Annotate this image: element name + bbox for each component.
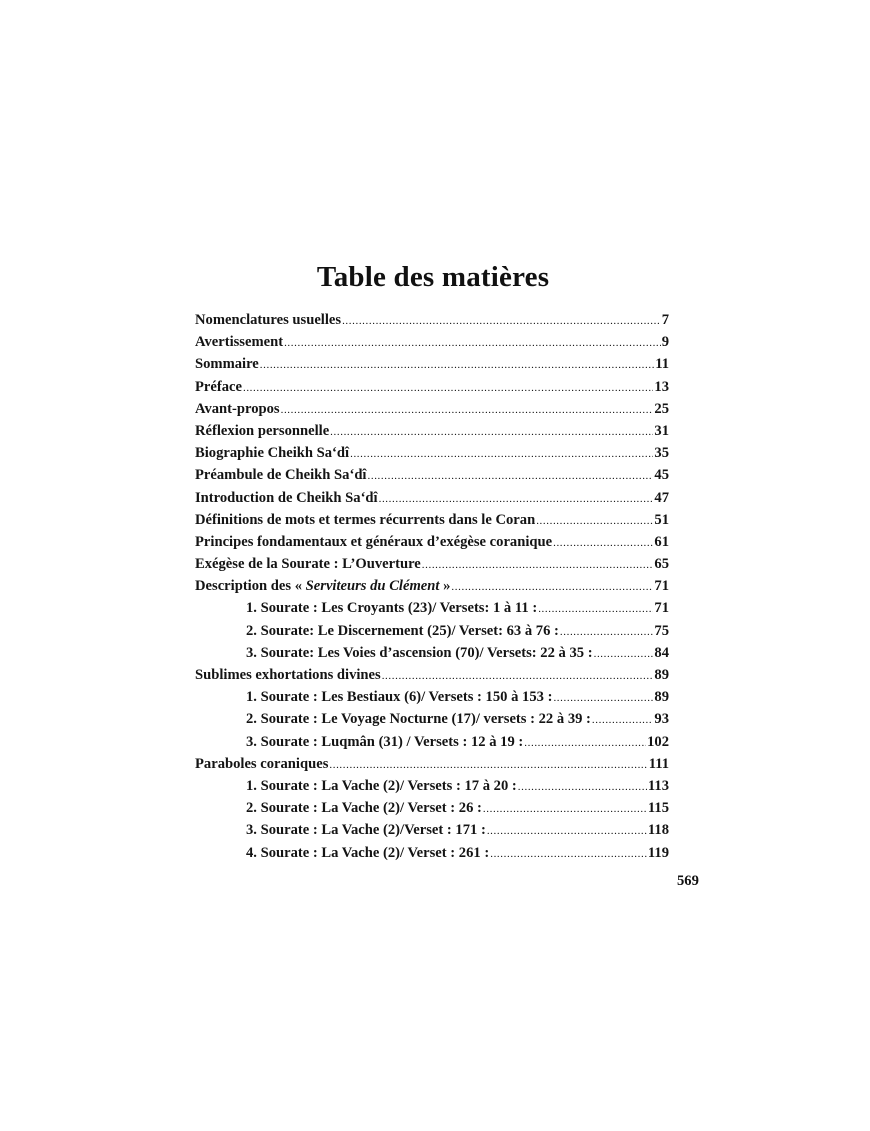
toc-entry-page: 31 bbox=[654, 422, 669, 439]
toc-entry-sommaire[interactable] bbox=[195, 353, 669, 375]
toc-entry-label: Préambule de Cheikh Sa‘dî bbox=[195, 467, 367, 484]
toc-entry-label-italic: Serviteurs du Clément bbox=[305, 578, 440, 595]
toc-entry-page: 93 bbox=[654, 711, 669, 728]
toc-entry-preambule[interactable] bbox=[195, 464, 669, 486]
toc-subentry-vache-261[interactable] bbox=[195, 842, 669, 864]
toc-entry-label: Biographie Cheikh Sa‘dî bbox=[195, 445, 350, 462]
toc-subentry-vache-17-20[interactable] bbox=[195, 775, 669, 797]
toc-entry-principes[interactable] bbox=[195, 531, 669, 553]
toc-entry-sublimes-exhortations[interactable] bbox=[195, 664, 669, 686]
toc-entry-label: 2. Sourate : La Vache (2)/ Verset : 26 : bbox=[246, 800, 482, 817]
toc-entry-label: 1. Sourate : Les Croyants (23)/ Versets: 1 à 11 : bbox=[246, 600, 538, 617]
toc-entry-page: 115 bbox=[647, 800, 669, 817]
dot-leader bbox=[379, 488, 654, 509]
toc-entry-preface[interactable] bbox=[195, 376, 669, 398]
dot-leader bbox=[483, 798, 647, 819]
dot-leader bbox=[451, 576, 653, 597]
toc-entry-label: 3. Sourate: Les Voies d’ascension (70)/ Versets: 22 à 35 : bbox=[246, 644, 593, 661]
toc-entry-label: Préface bbox=[195, 378, 242, 395]
dot-leader bbox=[350, 443, 653, 464]
dot-leader bbox=[553, 532, 653, 553]
dot-leader bbox=[382, 665, 654, 686]
toc-entry-page: 71 bbox=[654, 600, 669, 617]
toc-entry-introduction[interactable] bbox=[195, 487, 669, 509]
toc-entry-label-prefix: Description des « bbox=[195, 578, 306, 595]
toc-entry-page: 65 bbox=[654, 556, 669, 573]
dot-leader bbox=[487, 820, 647, 841]
dot-leader bbox=[281, 399, 654, 420]
toc-entry-exegese-ouverture[interactable] bbox=[195, 553, 669, 575]
dot-leader bbox=[260, 354, 654, 375]
toc-entry-label: Sommaire bbox=[195, 356, 259, 373]
toc-entry-page: 11 bbox=[655, 356, 669, 373]
toc-entry-biographie[interactable] bbox=[195, 442, 669, 464]
dot-leader bbox=[329, 754, 647, 775]
toc-entry-label: 1. Sourate : La Vache (2)/ Versets : 17 à 20 : bbox=[246, 777, 517, 794]
dot-leader bbox=[536, 510, 653, 531]
toc-entry-page: 89 bbox=[654, 689, 669, 706]
toc-entry-nomenclatures[interactable] bbox=[195, 309, 669, 331]
toc-entry-page: 89 bbox=[654, 667, 669, 683]
toc-entry-label-suffix: » bbox=[439, 578, 451, 595]
toc-entry-page: 47 bbox=[654, 489, 669, 506]
toc-entry-page: 111 bbox=[648, 755, 669, 772]
dot-leader bbox=[490, 843, 647, 864]
toc-entry-label bbox=[195, 575, 450, 597]
toc-entry-page: 84 bbox=[654, 644, 669, 661]
table-of-contents bbox=[195, 309, 669, 864]
toc-entry-label: 4. Sourate : La Vache (2)/ Verset : 261 : bbox=[246, 844, 490, 861]
toc-entry-definitions[interactable] bbox=[195, 509, 669, 531]
toc-entry-page: 71 bbox=[654, 578, 669, 595]
toc-entry-label: Avant-propos bbox=[195, 400, 280, 417]
toc-entry-description-serviteurs[interactable] bbox=[195, 575, 669, 597]
toc-entry-page: 7 bbox=[661, 312, 669, 328]
page-title: Table des matières bbox=[316, 261, 550, 294]
dot-leader bbox=[342, 310, 661, 331]
toc-subentry-luqman[interactable] bbox=[195, 731, 669, 753]
dot-leader bbox=[243, 377, 653, 398]
toc-subentry-voyage-nocturne[interactable] bbox=[195, 708, 669, 730]
dot-leader bbox=[524, 732, 646, 753]
dot-leader bbox=[592, 709, 653, 730]
toc-entry-label: Réflexion personnelle bbox=[195, 422, 330, 439]
toc-entry-avertissement[interactable] bbox=[195, 331, 669, 353]
toc-entry-page: 61 bbox=[654, 533, 669, 550]
toc-entry-label: Exégèse de la Sourate : L’Ouverture bbox=[195, 556, 421, 573]
toc-entry-avant-propos[interactable] bbox=[195, 398, 669, 420]
dot-leader bbox=[553, 687, 653, 708]
toc-entry-page: 118 bbox=[647, 822, 669, 839]
toc-subentry-vache-26[interactable] bbox=[195, 797, 669, 819]
toc-subentry-voies-ascension[interactable] bbox=[195, 642, 669, 664]
toc-subentry-discernement[interactable] bbox=[195, 620, 669, 642]
toc-entry-label: 2. Sourate : Le Voyage Nocturne (17)/ versets : 22 à 39 : bbox=[246, 711, 591, 728]
toc-entry-page: 13 bbox=[654, 378, 669, 395]
dot-leader bbox=[368, 465, 654, 486]
toc-entry-reflexion[interactable] bbox=[195, 420, 669, 442]
toc-entry-label: Nomenclatures usuelles bbox=[195, 312, 342, 328]
toc-entry-label: 3. Sourate : Luqmân (31) / Versets : 12 à 19 : bbox=[246, 733, 524, 750]
toc-entry-page: 9 bbox=[661, 334, 669, 351]
toc-subentry-bestiaux[interactable] bbox=[195, 686, 669, 708]
dot-leader bbox=[422, 554, 654, 575]
dot-leader bbox=[538, 598, 653, 619]
toc-entry-label: Introduction de Cheikh Sa‘dî bbox=[195, 489, 378, 506]
dot-leader bbox=[560, 621, 654, 642]
toc-subentry-croyants[interactable] bbox=[195, 597, 669, 619]
toc-entry-page: 75 bbox=[654, 622, 669, 639]
dot-leader bbox=[518, 776, 647, 797]
toc-entry-label: Avertissement bbox=[195, 334, 284, 351]
toc-entry-page: 102 bbox=[647, 733, 669, 750]
toc-entry-label: Paraboles coraniques bbox=[195, 755, 329, 772]
toc-entry-page: 113 bbox=[647, 777, 669, 794]
toc-entry-paraboles[interactable] bbox=[195, 753, 669, 775]
toc-entry-label: Définitions de mots et termes récurrents dans le Coran bbox=[195, 511, 536, 528]
dot-leader bbox=[284, 332, 661, 353]
toc-entry-label: Sublimes exhortations divines bbox=[195, 667, 381, 683]
toc-entry-label: 3. Sourate : La Vache (2)/Verset : 171 : bbox=[246, 822, 486, 839]
toc-entry-page: 51 bbox=[654, 511, 669, 528]
toc-entry-page: 45 bbox=[654, 467, 669, 484]
toc-entry-label: Principes fondamentaux et généraux d’exégèse coranique bbox=[195, 533, 553, 550]
toc-entry-label: 2. Sourate: Le Discernement (25)/ Verset: 63 à 76 : bbox=[246, 622, 559, 639]
toc-entry-page: 119 bbox=[647, 844, 669, 861]
toc-entry-page: 25 bbox=[654, 400, 669, 417]
toc-entry-page: 35 bbox=[654, 445, 669, 462]
toc-entry-label: 1. Sourate : Les Bestiaux (6)/ Versets : 150 à 153 : bbox=[246, 689, 553, 706]
toc-subentry-vache-171[interactable] bbox=[195, 819, 669, 841]
dot-leader bbox=[594, 643, 654, 664]
dot-leader bbox=[330, 421, 653, 442]
page-number: 569 bbox=[677, 873, 699, 889]
